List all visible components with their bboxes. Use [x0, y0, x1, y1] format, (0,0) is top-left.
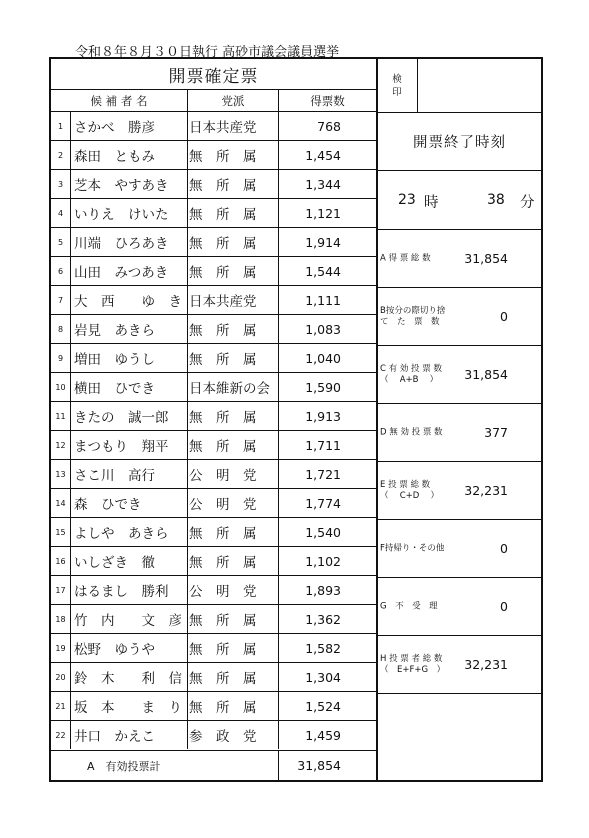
summary-item — [377, 461, 542, 519]
candidate-name: 横田 ひでき — [71, 373, 188, 401]
candidate-votes: 1,083 — [305, 321, 341, 337]
summary-value: 0 — [500, 598, 508, 614]
row-number: 13 — [51, 460, 71, 488]
row-number: 15 — [51, 518, 71, 546]
candidate-party: 公 明 党 — [188, 576, 279, 604]
candidate-party: 公 明 党 — [188, 460, 279, 488]
table-caption: 開票確定票 — [168, 66, 259, 87]
table-row — [51, 111, 376, 140]
candidate-name: 川端 ひろあき — [71, 228, 188, 256]
end-hour-unit: 時 — [424, 195, 439, 211]
summary-item — [377, 635, 542, 693]
summary-value: 31,854 — [464, 250, 508, 266]
table-row — [51, 488, 376, 517]
candidate-votes: 1,304 — [305, 669, 341, 685]
row-number: 11 — [51, 402, 71, 430]
row-number: 12 — [51, 431, 71, 459]
candidate-votes: 1,454 — [305, 147, 341, 163]
candidate-name: さかべ 勝彦 — [71, 112, 188, 140]
candidate-party: 無 所 属 — [188, 663, 279, 691]
candidate-votes: 1,914 — [305, 234, 341, 250]
table-row — [51, 343, 376, 372]
table-row — [51, 662, 376, 691]
col-candidate-header: 候 補 者 名 — [51, 90, 188, 111]
summary-label: E 投 票 総 数 （ C+D ） — [380, 479, 440, 501]
candidate-name: 森 ひでき — [71, 489, 188, 517]
candidate-party: 無 所 属 — [188, 257, 279, 285]
candidate-name: 大 西 ゆ き — [71, 286, 188, 314]
candidate-party: 参 政 党 — [188, 721, 279, 749]
end-time-value-box — [377, 170, 542, 229]
end-minute-unit: 分 — [520, 195, 535, 211]
row-number: 14 — [51, 489, 71, 517]
candidate-name: 増田 ゆうし — [71, 344, 188, 372]
summary-label: A 得 票 総 数 — [380, 253, 431, 263]
stamp-box — [377, 59, 418, 112]
table-row — [51, 459, 376, 488]
end-minute: 38 — [487, 192, 505, 208]
election-title: 令和８年８月３０日執行 高砂市議会議員選挙 — [75, 45, 340, 60]
candidate-name: いしざき 徹 — [71, 547, 188, 575]
candidate-votes: 1,459 — [305, 727, 341, 743]
table-row — [51, 401, 376, 430]
candidate-party: 無 所 属 — [188, 315, 279, 343]
table-row — [51, 691, 376, 720]
candidate-name: 岩見 あきら — [71, 315, 188, 343]
candidate-party: 無 所 属 — [188, 141, 279, 169]
candidate-votes: 1,774 — [305, 495, 341, 511]
results-sheet — [49, 57, 543, 782]
candidate-votes: 1,344 — [305, 176, 341, 192]
table-row — [51, 372, 376, 401]
candidate-votes: 1,040 — [305, 350, 341, 366]
table-row — [51, 256, 376, 285]
row-number: 16 — [51, 547, 71, 575]
row-number: 3 — [51, 170, 71, 198]
total-label: A 有効投票計 — [51, 751, 279, 780]
summary-value: 377 — [484, 424, 508, 440]
summary-label: F持帰り・その他 — [380, 543, 445, 553]
candidate-party: 無 所 属 — [188, 228, 279, 256]
table-row — [51, 285, 376, 314]
table-row — [51, 575, 376, 604]
stamp-label: 検 印 — [392, 73, 402, 98]
candidate-name: 松野 ゆうや — [71, 634, 188, 662]
summary-label: H 投 票 者 総 数 （ E+F+G ） — [380, 653, 446, 675]
candidate-votes: 1,524 — [305, 698, 341, 714]
row-number: 7 — [51, 286, 71, 314]
candidate-party: 無 所 属 — [188, 199, 279, 227]
candidate-votes: 1,590 — [305, 379, 341, 395]
table-row — [51, 430, 376, 459]
candidate-votes: 768 — [317, 118, 341, 134]
total-value: 31,854 — [297, 758, 341, 773]
candidate-votes: 1,102 — [305, 553, 341, 569]
candidate-votes: 1,913 — [305, 408, 341, 424]
summary-item — [377, 229, 542, 287]
summary-label: B按分の際切り捨 て た 票 数 — [380, 305, 446, 327]
summary-empty-box — [377, 693, 542, 773]
candidate-party: 日本維新の会 — [188, 373, 279, 401]
row-number: 19 — [51, 634, 71, 662]
candidate-party: 無 所 属 — [188, 518, 279, 546]
summary-label: D 無 効 投 票 数 — [380, 427, 443, 437]
table-row — [51, 314, 376, 343]
candidate-name: 竹 内 文 彦 — [71, 605, 188, 633]
candidate-votes: 1,721 — [305, 466, 341, 482]
candidate-name: 森田 ともみ — [71, 141, 188, 169]
row-number: 1 — [51, 112, 71, 140]
table-row — [51, 169, 376, 198]
candidate-votes: 1,362 — [305, 611, 341, 627]
row-number: 9 — [51, 344, 71, 372]
row-number: 21 — [51, 692, 71, 720]
col-party-header: 党派 — [188, 90, 279, 111]
candidate-votes: 1,544 — [305, 263, 341, 279]
candidate-party: 無 所 属 — [188, 344, 279, 372]
candidate-name: よしや あきら — [71, 518, 188, 546]
table-row — [51, 546, 376, 575]
table-row — [51, 633, 376, 662]
candidate-party: 公 明 党 — [188, 489, 279, 517]
summary-value: 31,854 — [464, 366, 508, 382]
candidate-party: 無 所 属 — [188, 605, 279, 633]
summary-value: 32,231 — [464, 482, 508, 498]
row-number: 5 — [51, 228, 71, 256]
end-time-label-box — [377, 112, 542, 170]
candidate-party: 無 所 属 — [188, 692, 279, 720]
table-row — [51, 198, 376, 227]
summary-value: 0 — [500, 540, 508, 556]
summary-value: 32,231 — [464, 656, 508, 672]
candidate-party: 無 所 属 — [188, 170, 279, 198]
candidate-name: 坂 本 ま り — [71, 692, 188, 720]
candidate-votes: 1,893 — [305, 582, 341, 598]
row-number: 2 — [51, 141, 71, 169]
table-row — [51, 604, 376, 633]
col-votes-header: 得票数 — [310, 93, 345, 108]
candidate-name: きたの 誠一郎 — [71, 402, 188, 430]
table-row — [51, 517, 376, 546]
row-number: 10 — [51, 373, 71, 401]
candidate-party: 日本共産党 — [188, 286, 279, 314]
candidate-name: まつもり 翔平 — [71, 431, 188, 459]
row-number: 6 — [51, 257, 71, 285]
summary-item — [377, 287, 542, 345]
candidate-party: 無 所 属 — [188, 547, 279, 575]
row-number: 17 — [51, 576, 71, 604]
summary-item — [377, 345, 542, 403]
candidate-party: 無 所 属 — [188, 431, 279, 459]
table-row — [51, 720, 376, 749]
row-number: 4 — [51, 199, 71, 227]
end-hour: 23 — [398, 192, 416, 208]
candidate-name: 鈴 木 利 信 — [71, 663, 188, 691]
candidate-name: さこ川 高行 — [71, 460, 188, 488]
row-number: 8 — [51, 315, 71, 343]
candidate-party: 日本共産党 — [188, 112, 279, 140]
summary-item — [377, 577, 542, 635]
row-number: 18 — [51, 605, 71, 633]
candidate-name: いりえ けいた — [71, 199, 188, 227]
candidate-name: 芝本 やすあき — [71, 170, 188, 198]
candidate-votes: 1,711 — [305, 437, 341, 453]
candidate-party: 無 所 属 — [188, 402, 279, 430]
candidate-votes: 1,121 — [305, 205, 341, 221]
summary-item — [377, 519, 542, 577]
table-row — [51, 227, 376, 256]
end-time-label: 開票終了時刻 — [413, 135, 506, 151]
candidate-votes: 1,540 — [305, 524, 341, 540]
summary-label: G 不 受 理 — [380, 601, 438, 611]
summary-label: C 有 効 投 票 数 （ A+B ） — [380, 363, 442, 385]
candidate-party: 無 所 属 — [188, 634, 279, 662]
summary-value: 0 — [500, 308, 508, 324]
row-number: 22 — [51, 721, 71, 749]
candidate-name: 山田 みつあき — [71, 257, 188, 285]
table-row — [51, 140, 376, 169]
summary-item — [377, 403, 542, 461]
candidate-name: 井口 かえこ — [71, 721, 188, 749]
candidate-votes: 1,582 — [305, 640, 341, 656]
candidate-name: はるまし 勝利 — [71, 576, 188, 604]
candidate-votes: 1,111 — [305, 292, 341, 308]
column-header-row — [51, 89, 376, 111]
row-number: 20 — [51, 663, 71, 691]
total-row — [51, 750, 376, 780]
